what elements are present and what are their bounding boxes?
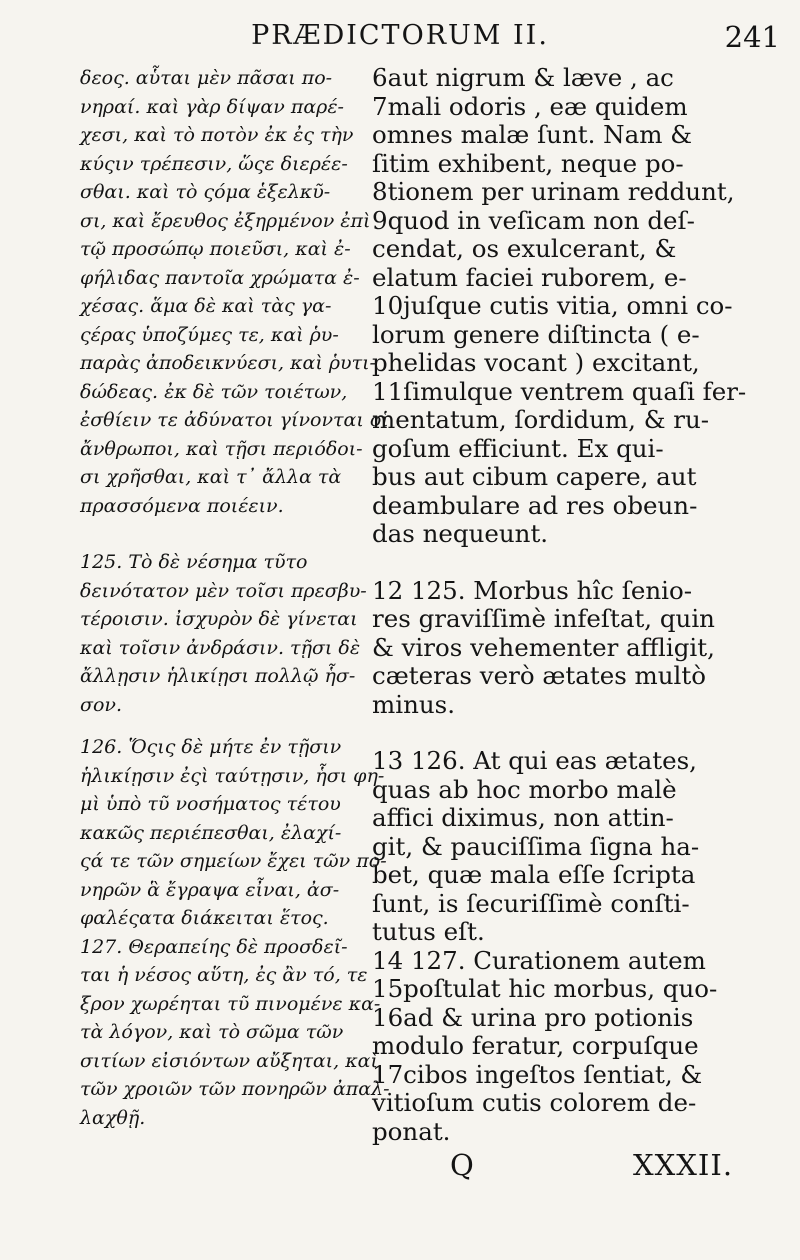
- latin-text-line: goſum efficiunt. Ex qui-: [372, 433, 664, 463]
- latin-text-line: bus aut cibum capere, aut: [372, 462, 697, 491]
- greek-text-line: κακῶς περιέπεσθαι, ἐλαχί-: [80, 821, 342, 844]
- greek-text-line: δώδεας. ἐκ δὲ τῶν τοιέτων,: [80, 380, 348, 403]
- greek-text-line: χεσι, καὶ τὸ ποτὸν ἐκ ἐς τὴν: [80, 124, 354, 146]
- latin-text-line: 15poſtulat hic morbus, quo-: [372, 974, 718, 1003]
- greek-text-line: ται ἡ νέσος αὕτη, ἐς ἂν τό, τε: [80, 964, 368, 986]
- greek-text-line: ἄλλῃσιν ἡλικίῃσι πολλῷ ἧσ-: [80, 665, 356, 687]
- greek-text-line: σον.: [80, 693, 122, 716]
- greek-text-line: σιτίων εἰσιόντων αὔξηται, καὶ: [80, 1049, 378, 1072]
- greek-text-line: τέροισιν. ἰσχυρὸν δὲ γίνεται: [80, 608, 358, 630]
- greek-column: [80, 64, 390, 1132]
- greek-text-line: νηρῶν ἃ ἔγραψα εἶναι, ἀσ-: [80, 878, 340, 901]
- greek-text-line: λαχθῇ.: [80, 1106, 146, 1129]
- greek-text-line: τὰ λόγον, καὶ τὸ σῶμα τῶν: [80, 1021, 344, 1043]
- greek-text-line: ςά τε τῶν σημείων ἔχει τῶν πο-: [80, 850, 387, 872]
- page-number: 241: [724, 20, 780, 54]
- latin-text-line: vitioſum cutis colorem de-: [372, 1088, 697, 1117]
- latin-text-line: lorum genere diſtincta ( e-: [372, 319, 700, 349]
- greek-text-line: 125. Τὸ δὲ νέσημα τῦτο: [80, 551, 308, 573]
- greek-text-line: ςέρας ὑποζύμες τε, καὶ ῥυ-: [80, 323, 339, 346]
- greek-text-line: φαλέςατα διάκειται ἕτος.: [80, 907, 329, 929]
- greek-text-line: ἡλικίῃσιν ἐςὶ ταύτῃσιν, ἧσι φη-: [80, 764, 385, 787]
- latin-text-line: quas ab hoc morbo malè: [372, 774, 677, 804]
- latin-text-line: deambulare ad res obeun-: [372, 490, 698, 520]
- greek-text-line: 127. Θεραπείης δὲ προσδεῖ-: [80, 935, 348, 958]
- greek-text-line: καὶ τοῖσιν ἀνδράσιν. τῇσι δὲ: [80, 636, 361, 659]
- latin-text-line: git, & pauciſſima ſigna ha-: [372, 831, 700, 861]
- greek-text-line: σι χρῆσθαι, καὶ τ᾽ ἄλλα τὰ: [80, 466, 342, 488]
- greek-text-line: παρὰς ἀποδεικνύεσι, καὶ ῥυτι-: [80, 352, 376, 374]
- latin-text-line: minus.: [372, 689, 455, 719]
- latin-text-line: & viros vehementer affligit,: [372, 632, 715, 662]
- greek-text-line: 126. Ὅςις δὲ μήτε ἐν τῇσιν: [80, 736, 342, 758]
- latin-text-line: elatum faciei ruborem, e-: [372, 262, 687, 292]
- greek-text-line: νηραί. καὶ γὰρ δίψαν παρέ-: [80, 95, 344, 118]
- signature-mark: Q: [450, 1148, 474, 1182]
- latin-text-line: ponat.: [372, 1116, 451, 1146]
- greek-text-line: μὶ ὑπὸ τῦ νοσήματος τέτου: [80, 793, 341, 815]
- greek-text-line: πρασσόμενα ποιέειν.: [80, 494, 284, 517]
- greek-text-line: ξρον χωρέηται τῦ πινομένε κα-: [80, 992, 381, 1015]
- latin-text-line: das nequeunt.: [372, 519, 549, 548]
- greek-text-line: φήλιδας παντοῖα χρώματα ἐ-: [80, 266, 360, 289]
- greek-text-line: δεινότατον μὲν τοῖσι πρεσβυ-: [80, 579, 367, 602]
- latin-text-line: 17cibos ingeſtos ſentiat, &: [372, 1059, 703, 1089]
- latin-text-line: 11ſimulque ventrem quaſi fer-: [372, 376, 747, 406]
- latin-text-line: cæteras verò ætates multò: [372, 661, 706, 690]
- latin-text-line: res graviſſimè infeſtat, quin: [372, 604, 715, 633]
- greek-text-line: ἐσθίειν τε ἀδύνατοι γίνονται οἱ: [80, 409, 389, 431]
- latin-text-line: 12 125. Morbus hîc ſenio-: [372, 575, 693, 605]
- catchword: XXXII.: [633, 1148, 734, 1182]
- greek-text-line: τῷ προσώπῳ ποιεῦσι, καὶ ἐ-: [80, 238, 351, 260]
- latin-text-line: affici diximus, non attin-: [372, 803, 674, 832]
- latin-text-line: 16ad & urina pro potionis: [372, 1002, 694, 1032]
- greek-text-line: τῶν χροιῶν τῶν πονηρῶν ἀπαλ-: [80, 1078, 390, 1100]
- latin-text-line: modulo feratur, corpuſque: [372, 1031, 699, 1060]
- greek-text-line: κύςιν τρέπεσιν, ὥςε διερέε-: [80, 152, 348, 175]
- latin-text-line: 7mali odoris , eæ quidem: [372, 91, 688, 121]
- running-head: PRÆDICTORUM II.: [251, 20, 549, 51]
- greek-text-line: δεος. αὗται μὲν πᾶσαι πο-: [80, 67, 333, 89]
- latin-text-line: 13 126. At qui eas ætates,: [372, 746, 697, 775]
- latin-text-line: mentatum, ſordidum, & ru-: [372, 405, 710, 434]
- latin-text-line: omnes malæ ſunt. Nam &: [372, 120, 693, 149]
- latin-column: [372, 63, 747, 1146]
- latin-text-line: ſunt, is ſecuriſſimè conſti-: [372, 888, 690, 918]
- latin-text-line: 8tionem per urinam reddunt,: [372, 177, 735, 206]
- latin-text-line: tutus eſt.: [372, 917, 485, 946]
- latin-text-line: bet, quæ mala eſſe ſcripta: [372, 860, 696, 889]
- latin-text-line: 10juſque cutis vitia, omni co-: [372, 291, 733, 320]
- latin-text-line: cendat, os exulcerant, &: [372, 234, 677, 263]
- greek-text-line: χέσας. ἅμα δὲ καὶ τὰς γα-: [80, 295, 332, 317]
- latin-text-line: ſitim exhibent, neque po-: [372, 148, 684, 178]
- greek-text-line: ἄνθρωποι, καὶ τῇσι περιόδοι-: [80, 437, 363, 460]
- greek-text-line: σθαι. καὶ τὸ ςόμα ἑξελκῦ-: [80, 181, 331, 203]
- greek-text-line: σι, καὶ ἔρευθος ἐξηρμένον ἐπὶ: [80, 209, 371, 232]
- latin-text-line: 6aut nigrum & læve , ac: [372, 63, 674, 92]
- latin-text-line: 14 127. Curationem autem: [372, 945, 706, 975]
- latin-text-line: phelidas vocant ) excitant,: [372, 348, 700, 377]
- latin-text-line: 9quod in veſicam non deſ-: [372, 205, 695, 235]
